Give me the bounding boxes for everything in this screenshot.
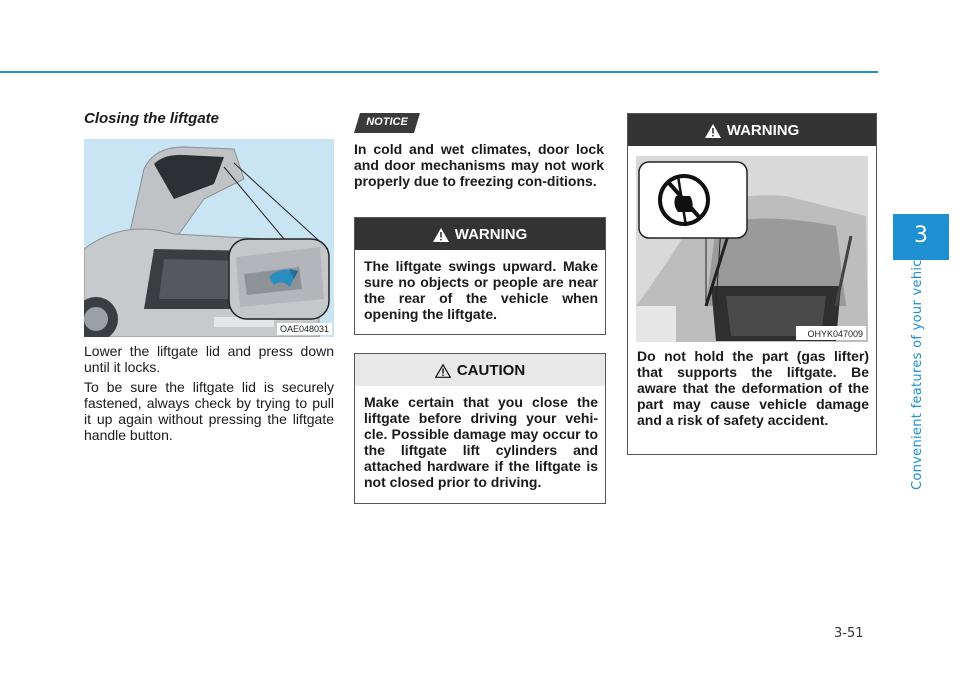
warning-heading: WARNING	[726, 122, 800, 139]
warning-box-liftgate	[354, 217, 606, 335]
section-heading-wrap	[84, 110, 334, 127]
warning-header	[628, 114, 876, 146]
gas-lifter-illustration	[636, 156, 868, 342]
notice-badge	[354, 113, 420, 133]
chapter-title: Convenient features of your vehicle	[910, 247, 925, 490]
page-number: 3-51	[834, 626, 864, 641]
caution-triangle-icon	[435, 364, 451, 378]
warning-text: Do not hold the part (gas lifter) that supports the liftgate. Be aware that the deformation of the part may cause vehicle damage and a risk of safety accident.	[637, 348, 869, 428]
warning-triangle-icon	[705, 124, 721, 138]
gas-lifter-image	[636, 156, 868, 342]
warning-box-gas-lifter	[627, 113, 877, 455]
paragraph-2: To be sure the liftgate lid is securely fastened, always check by trying to pull it up again without pressing the liftgate handle button.	[84, 379, 334, 443]
notice-text: In cold and wet climates, door lock and door mechanisms may not work properly due to freezing con-ditions.	[354, 141, 604, 189]
caution-heading: CAUTION	[456, 362, 526, 379]
paragraph-1: Lower the liftgate lid and press down until it locks.	[84, 343, 334, 375]
header-rule	[0, 71, 878, 73]
caution-box	[354, 353, 606, 504]
figure-caption: OAE048031	[277, 323, 332, 335]
caution-text: Make certain that you close the liftgate before driving your vehi-cle. Possible damage may occur to the liftgate lift cylinders and attached hardware if the liftgate is not closed prior to driving.	[364, 394, 598, 490]
section-title: Closing the liftgate	[84, 110, 219, 127]
figure-caption: OHYK047009	[804, 328, 866, 340]
caution-header	[355, 354, 605, 386]
warning-text: The liftgate swings upward. Make sure no objects or people are near the rear of the vehicle when opening the liftgate.	[364, 258, 598, 322]
chapter-number: 3	[914, 223, 928, 248]
liftgate-closing-illustration	[84, 139, 334, 337]
warning-triangle-icon	[433, 228, 449, 242]
warning-header	[355, 218, 605, 250]
notice-label: NOTICE	[366, 116, 408, 128]
car-rear-image	[84, 139, 334, 337]
warning-heading: WARNING	[454, 226, 528, 243]
